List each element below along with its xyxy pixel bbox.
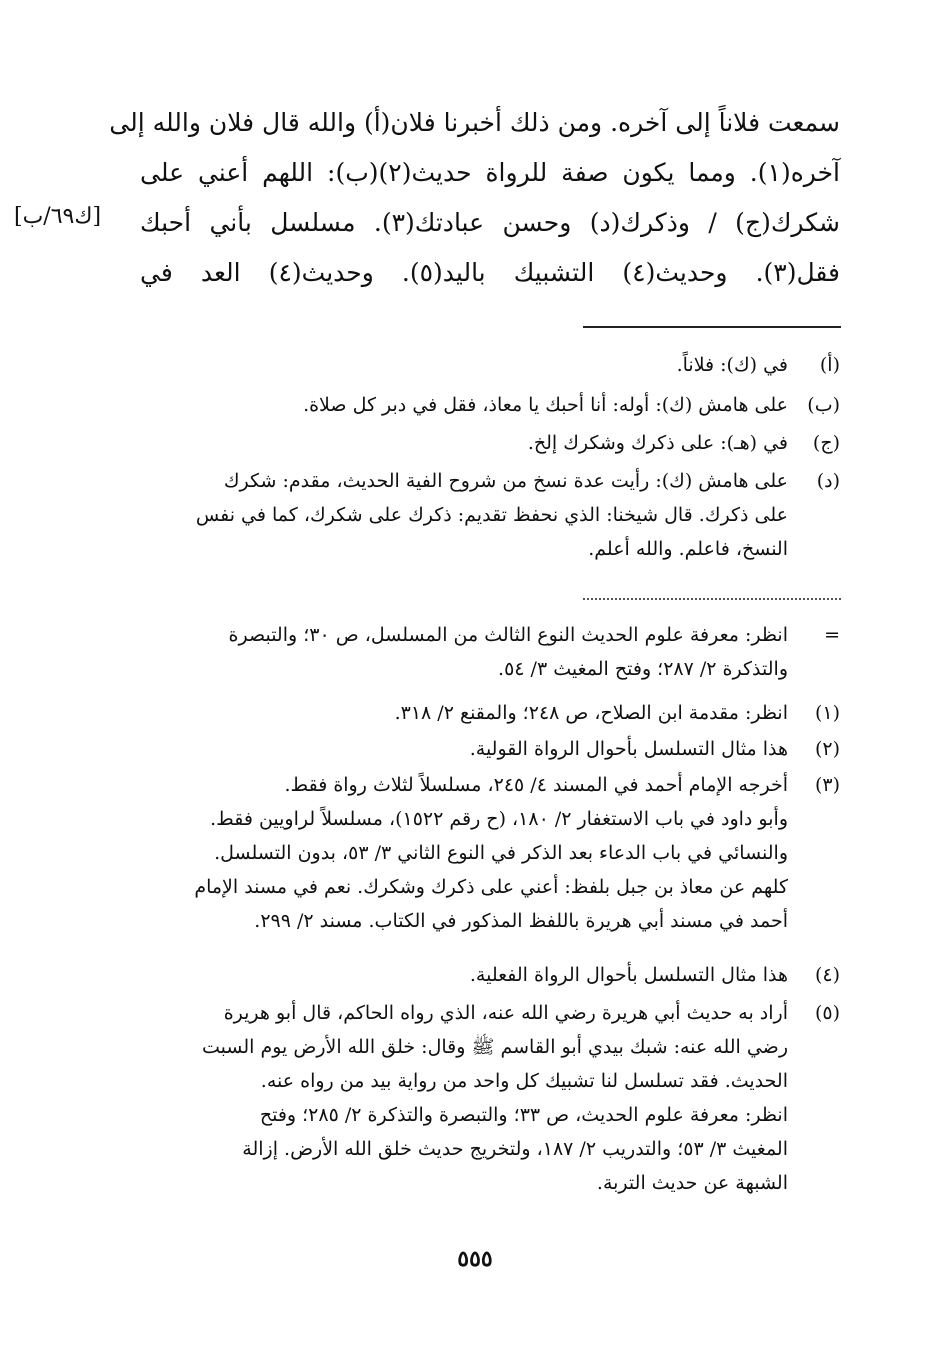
note-mark: (ب) <box>807 394 840 416</box>
note-line: انظر: مقدمة ابن الصلاح، ص ٢٤٨؛ والمقنع ٢/ ٣١٨. <box>394 702 788 724</box>
note-line: الحديث. فقد تسلسل لنا تشبيك كل واحد من رواية بيد من رواه عنه. <box>260 1070 788 1092</box>
note-line: رضي الله عنه: شبك بيدي أبو القاسم ﷺ وقال: خلق الله الأرض يوم السبت <box>202 1036 788 1058</box>
note-line: في (هـ): على ذكرك وشكرك إلخ. <box>527 432 788 454</box>
note-line: أخرجه الإمام أحمد في المسند ٤/ ٢٤٥، مسلسلاً لثلاث رواة فقط. <box>284 774 788 796</box>
note-mark: (٢) <box>814 738 840 760</box>
note-mark: (٥) <box>814 1002 840 1024</box>
note-line: المغيث ٣/ ٥٣؛ والتدريب ٢/ ١٨٧، ولتخريج حديث خلق الله الأرض. إزالة <box>242 1138 788 1160</box>
note-line: انظر: معرفة علوم الحديث النوع الثالث من المسلسل، ص ٣٠؛ والتبصرة <box>228 624 788 646</box>
note-line: على ذكرك. قال شيخنا: الذي نحفظ تقديم: ذكرك على شكرك، كما في نفس <box>195 504 788 526</box>
variant-note <box>140 464 840 566</box>
note-line: على هامش (ك): رأيت عدة نسخ من شروح الفية الحديث، مقدم: شكرك <box>223 470 788 492</box>
page-number: ٥٥٥ <box>457 1246 493 1272</box>
note-line: أراد به حديث أبي هريرة رضي الله عنه، الذي رواه الحاكم، قال أبو هريرة <box>223 1002 788 1024</box>
commentary-note <box>140 732 840 766</box>
main-text-line: شكرك(ج) / وذكرك(د) وحسن عبادتك(٣). مسلسل بأني أحبك <box>140 208 840 237</box>
main-text <box>109 98 841 298</box>
main-text-line: آخره(١). ومما يكون صفة للرواة حديث(٢)(ب): اللهم أعني على <box>140 158 840 187</box>
variant-note <box>140 388 840 422</box>
note-line: وأبو داود في باب الاستغفار ٢/ ١٨٠، (ح رقم ١٥٢٢)، مسلسلاً لراويين فقط. <box>210 808 788 830</box>
note-mark: = <box>824 624 840 646</box>
commentary-note <box>140 696 840 730</box>
note-mark: (٣) <box>814 774 840 796</box>
note-mark: (أ) <box>819 354 840 376</box>
note-line: كلهم عن معاذ بن جبل بلفظ: أعني على ذكرك وشكرك. نعم في مسند الإمام <box>194 876 788 898</box>
note-line: والنسائي في باب الدعاء بعد الذكر في النوع الثاني ٣/ ٥٣، بدون التسلسل. <box>214 842 788 864</box>
note-line: هذا مثال التسلسل بأحوال الرواة الفعلية. <box>469 964 788 986</box>
manuscript-folio-marker: [ك٦٩/ب] <box>14 204 102 229</box>
note-line: في (ك): فلاناً. <box>676 354 788 376</box>
note-line: والتذكرة ٢/ ٢٨٧؛ وفتح المغيث ٣/ ٥٤. <box>498 658 788 680</box>
main-text-line: فقل(٣). وحديث(٤) التشبيك باليد(٥). وحديث(٤) العد في <box>140 258 841 287</box>
commentary-separator <box>583 598 841 600</box>
note-line: الشبهة عن حديث التربة. <box>596 1172 788 1194</box>
note-line: على هامش (ك): أوله: أنا أحبك يا معاذ، فقل في دبر كل صلاة. <box>303 394 788 416</box>
note-mark: (ج) <box>812 432 840 454</box>
note-line: أحمد في مسند أبي هريرة باللفظ المذكور في الكتاب. مسند ٢/ ٢٩٩. <box>254 910 788 932</box>
commentary-note <box>140 618 840 686</box>
note-mark: (٤) <box>814 964 840 986</box>
footnote-separator <box>583 326 841 328</box>
variant-note <box>140 426 840 460</box>
note-line: انظر: معرفة علوم الحديث، ص ٣٣؛ والتبصرة والتذكرة ٢/ ٢٨٥؛ وفتح <box>259 1104 788 1126</box>
commentary-note <box>140 996 840 1200</box>
commentary-note <box>140 958 840 992</box>
commentary-note <box>140 768 840 938</box>
note-mark: (١) <box>814 702 840 724</box>
note-line: النسخ، فاعلم. والله أعلم. <box>588 538 788 560</box>
note-line: هذا مثال التسلسل بأحوال الرواة القولية. <box>469 738 788 760</box>
main-text-line: سمعت فلاناً إلى آخره. ومن ذلك أخبرنا فلان(أ) والله قال فلان والله إلى <box>109 108 840 137</box>
note-mark: (د) <box>816 470 840 492</box>
variant-note <box>140 348 840 382</box>
